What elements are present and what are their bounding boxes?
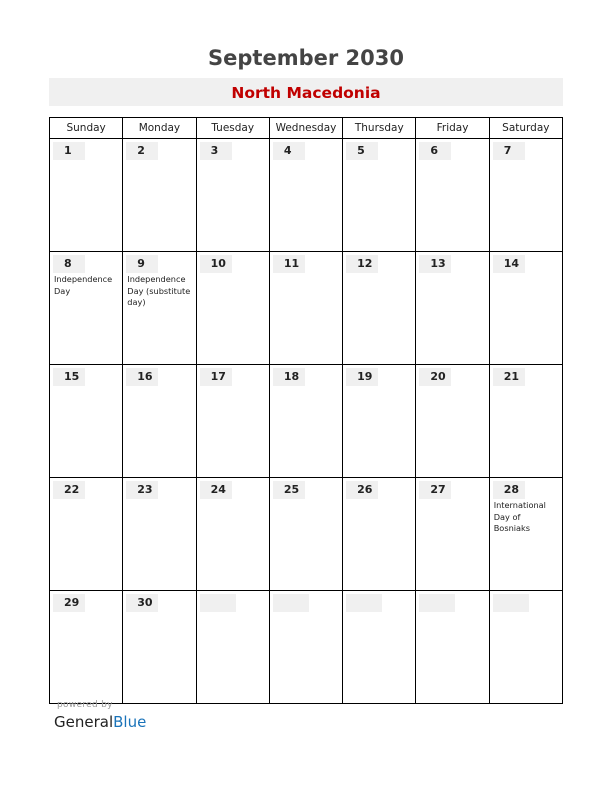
calendar-grid bbox=[49, 117, 563, 704]
day-cell bbox=[123, 252, 196, 365]
day-cell bbox=[196, 365, 269, 478]
country-name: North Macedonia bbox=[231, 84, 381, 102]
day-cell bbox=[196, 478, 269, 591]
day-cell bbox=[416, 252, 489, 365]
brand-logo bbox=[54, 713, 146, 731]
day-cell bbox=[50, 591, 123, 704]
day-number: 26 bbox=[346, 481, 378, 499]
week-row bbox=[50, 591, 563, 704]
week-row bbox=[50, 139, 563, 252]
day-number: 9 bbox=[126, 255, 158, 273]
day-cell bbox=[489, 139, 562, 252]
day-number: 20 bbox=[419, 368, 451, 386]
weekday-wednesday: Wednesday bbox=[269, 118, 342, 139]
day-number: 12 bbox=[346, 255, 378, 273]
weekday-monday: Monday bbox=[123, 118, 196, 139]
day-number: 14 bbox=[493, 255, 525, 273]
day-cell bbox=[489, 478, 562, 591]
day-number: 11 bbox=[273, 255, 305, 273]
day-number: 5 bbox=[346, 142, 378, 160]
day-cell bbox=[196, 252, 269, 365]
day-cell bbox=[123, 365, 196, 478]
day-number: 19 bbox=[346, 368, 378, 386]
day-cell bbox=[50, 139, 123, 252]
day-number bbox=[346, 594, 382, 612]
brand-blue: Blue bbox=[113, 713, 147, 731]
day-cell bbox=[416, 478, 489, 591]
empty-day-cell bbox=[343, 591, 416, 704]
weekday-sunday: Sunday bbox=[50, 118, 123, 139]
day-cell bbox=[416, 139, 489, 252]
day-cell bbox=[123, 139, 196, 252]
day-cell bbox=[489, 365, 562, 478]
day-cell bbox=[123, 478, 196, 591]
week-row bbox=[50, 478, 563, 591]
brand-general: General bbox=[54, 713, 114, 731]
day-number: 15 bbox=[53, 368, 85, 386]
day-number: 16 bbox=[126, 368, 158, 386]
day-number: 10 bbox=[200, 255, 232, 273]
weekday-friday: Friday bbox=[416, 118, 489, 139]
day-number: 22 bbox=[53, 481, 85, 499]
day-number: 28 bbox=[493, 481, 525, 499]
day-number: 23 bbox=[126, 481, 158, 499]
day-number bbox=[200, 594, 236, 612]
empty-day-cell bbox=[196, 591, 269, 704]
day-number bbox=[273, 594, 309, 612]
empty-day-cell bbox=[489, 591, 562, 704]
day-number: 27 bbox=[419, 481, 451, 499]
day-cell bbox=[196, 139, 269, 252]
day-cell bbox=[343, 139, 416, 252]
day-cell bbox=[343, 252, 416, 365]
day-number: 8 bbox=[53, 255, 85, 273]
day-cell bbox=[50, 478, 123, 591]
day-number: 25 bbox=[273, 481, 305, 499]
holiday-label: Independence Day (substitute day) bbox=[127, 274, 191, 307]
weekday-saturday: Saturday bbox=[489, 118, 562, 139]
day-cell bbox=[269, 478, 342, 591]
day-number: 29 bbox=[53, 594, 85, 612]
empty-day-cell bbox=[416, 591, 489, 704]
day-number: 24 bbox=[200, 481, 232, 499]
day-number: 3 bbox=[200, 142, 232, 160]
holiday-label: International Day of Bosniaks bbox=[493, 500, 546, 533]
day-number: 13 bbox=[419, 255, 451, 273]
day-number: 2 bbox=[126, 142, 158, 160]
day-number: 4 bbox=[273, 142, 305, 160]
country-banner bbox=[49, 78, 563, 106]
day-number bbox=[419, 594, 455, 612]
day-number: 18 bbox=[273, 368, 305, 386]
day-cell bbox=[50, 252, 123, 365]
weekday-tuesday: Tuesday bbox=[196, 118, 269, 139]
week-row bbox=[50, 365, 563, 478]
day-cell bbox=[269, 365, 342, 478]
day-number: 6 bbox=[419, 142, 451, 160]
day-number: 17 bbox=[200, 368, 232, 386]
empty-day-cell bbox=[269, 591, 342, 704]
day-number: 7 bbox=[493, 142, 525, 160]
day-cell bbox=[416, 365, 489, 478]
day-number: 21 bbox=[493, 368, 525, 386]
weekday-thursday: Thursday bbox=[343, 118, 416, 139]
page-title: September 2030 bbox=[208, 46, 404, 70]
day-cell bbox=[269, 139, 342, 252]
holiday-label: Independence Day bbox=[54, 274, 113, 296]
day-cell bbox=[123, 591, 196, 704]
day-number bbox=[493, 594, 529, 612]
week-row bbox=[50, 252, 563, 365]
powered-by-label: powered by bbox=[57, 700, 113, 710]
day-cell bbox=[343, 478, 416, 591]
weekday-header-row bbox=[50, 118, 563, 139]
day-cell bbox=[343, 365, 416, 478]
day-cell bbox=[269, 252, 342, 365]
day-cell bbox=[489, 252, 562, 365]
day-number: 30 bbox=[126, 594, 158, 612]
day-number: 1 bbox=[53, 142, 85, 160]
day-cell bbox=[50, 365, 123, 478]
